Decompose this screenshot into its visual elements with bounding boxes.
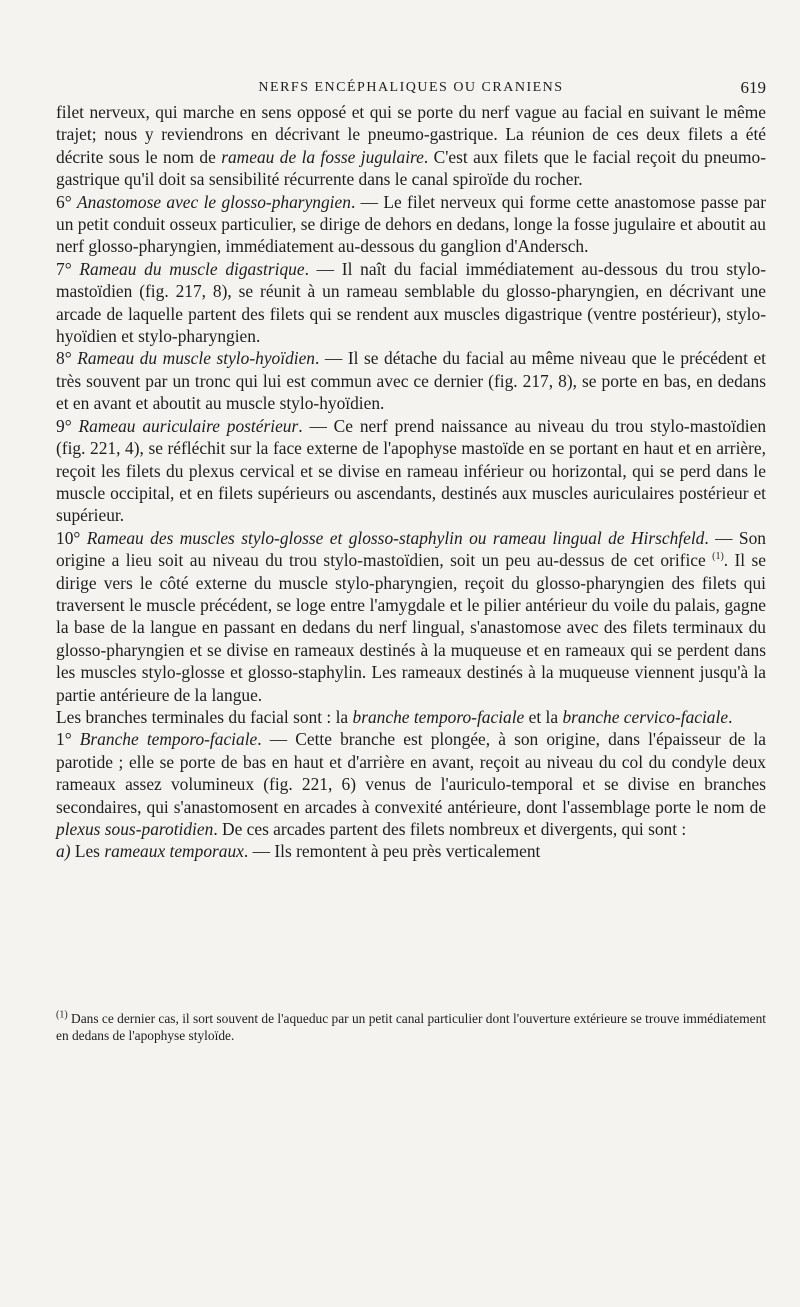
italic-term: branche temporo-faciale: [352, 706, 525, 727]
text-run: . — Ils remontent à peu près verticalement: [243, 841, 541, 862]
text-run: filet nerveux, qui marche en sens opposé et qui se porte du nerf vague au facial en suivant le même trajet; nous y reviendrons en décrivant le pneumo-gastrique. La réunion de ces deux filets a été décrite sous le nom de: [56, 102, 766, 167]
text-run: 7°: [56, 258, 80, 279]
text-run: 8°: [56, 348, 78, 369]
italic-term: rameaux temporaux: [104, 841, 244, 862]
body-text: [56, 101, 766, 863]
text-run: 6°: [56, 191, 77, 212]
italic-term: rameau de la fosse jugulaire: [221, 146, 424, 167]
text-run: . — Il se détache du facial au même niveau que le précédent et très souvent par un tronc qui lui est commun avec ce dernier (fig. 217, 8), se porte en bas, en dedans et en avant et aboutit au muscle stylo-hyoïdien.: [56, 348, 767, 414]
paragraph: [56, 415, 766, 527]
text-run: 1°: [56, 729, 80, 750]
italic-term: Rameau du muscle digastrique: [79, 258, 305, 279]
italic-term: Anastomose avec le glosso-pharyngien: [77, 191, 351, 212]
text-run: . — Son origine a lieu soit au niveau du trou stylo-mastoïdien, soit un peu au-dessus de cet orifice: [56, 527, 766, 571]
text-run: . De ces arcades partent des filets nombreux et divergents, qui sont :: [213, 819, 687, 839]
paragraph: [56, 258, 766, 348]
paragraph: [56, 840, 766, 862]
italic-term: Rameau des muscles stylo-glosse et glosso-staphylin ou rameau lingual de Hirschfeld: [86, 527, 705, 548]
text-run: et la: [524, 706, 563, 727]
paragraph: [56, 728, 766, 840]
text-run: . — Le filet nerveux qui forme cette anastomose passe par un petit conduit osseux particulier, se dirige de dehors en dedans, longe la fosse jugulaire et aboutit au nerf glosso-pharyngien, immédiatement au-dessous du ganglion d'Andersch.: [56, 191, 767, 257]
italic-term: Rameau auriculaire postérieur: [78, 415, 299, 436]
footnote-mark: (1): [56, 1009, 68, 1021]
paragraph: [56, 191, 766, 258]
footnote-text: Dans ce dernier cas, il sort souvent de l'aqueduc par un petit canal particulier dont l'ouverture extérieure se trouve immédiatement en dedans de l'apophyse styloïde.: [56, 1011, 766, 1043]
paragraph: [56, 347, 766, 414]
text-run: 9°: [56, 415, 79, 436]
text-run: . C'est aux filets que le facial reçoit du pneumo-gastrique qu'il doit sa sensibilité récurrente dans le canal spiroïde du rocher.: [56, 146, 766, 190]
text-run: . Il se dirige vers le côté externe du muscle stylo-pharyngien, reçoit du glosso-pharyngien des filets qui traversent le muscle précédent, se loge entre l'amygdale et le pilier antérieur du voile du palais, gagne la base de la langue en passant en dedans du nerf lingual, s'anastomose avec des filets terminaux du glosso-pharyngien et se divise en rameaux destinés à la muqueuse et en rameaux qui se perdent dans les muscles stylo-glosse et glosso-staphylin. Les rameaux destinés à la muqueuse viennent jusqu'à la partie antérieure de la langue.: [56, 550, 767, 705]
running-title: NERFS ENCÉPHALIQUES OU CRANIENS: [258, 80, 564, 95]
italic-term: branche cervico-faciale: [562, 706, 729, 727]
italic-term: plexus sous-parotidien: [56, 819, 214, 839]
paragraph: [56, 101, 766, 191]
page-number: 619: [740, 78, 766, 97]
text-run: Les branches terminales du facial sont : la: [56, 706, 353, 727]
text-run: .: [728, 706, 733, 727]
text-run: . — Ce nerf prend naissance au niveau du trou stylo-mastoïdien (fig. 221, 4), se réfléchit sur la face externe de l'apophyse mastoïde en se portant en haut et en arrière, reçoit les filets du plexus cervical et se divise en rameau inférieur ou horizontal, qui se perd dans le muscle occipital, et en filets supérieurs ou ascendants, destinés aux muscles auriculaires postérieur et supérieur.: [56, 415, 767, 526]
italic-term: Rameau du muscle stylo-hyoïdien: [77, 348, 316, 369]
paragraph: [56, 527, 766, 706]
text-run: Les: [74, 841, 105, 862]
text-run: . — Il naît du facial immédiatement au-dessous du trou stylo-mastoïdien (fig. 217, 8), se réunit à un rameau semblable du glosso-pharyngien, en décrivant une arcade de laquelle partent des filets qui se rendent aux muscles digastrique (ventre postérieur), stylo-hyoïdien et stylo-pharyngien.: [56, 258, 767, 347]
italic-term: a): [56, 841, 75, 862]
paragraph: [56, 706, 766, 728]
footnote: [56, 1010, 766, 1044]
page-header: [56, 78, 766, 98]
text-run: . — Cette branche est plongée, à son origine, dans l'épaisseur de la parotide ; elle se porte de bas en haut et d'arrière en avant, reçoit au niveau du col du condyle deux rameaux assez volumineux (fig. 221, 6) venus de l'auriculo-temporal et se divise en branches secondaires, qui s'anastomosent en arcades à convexité antérieure, dont l'assemblage porte le nom de: [56, 729, 766, 817]
footnote-ref: (1): [712, 551, 724, 563]
text-run: 10°: [56, 527, 87, 548]
italic-term: Branche temporo-faciale: [79, 729, 258, 750]
